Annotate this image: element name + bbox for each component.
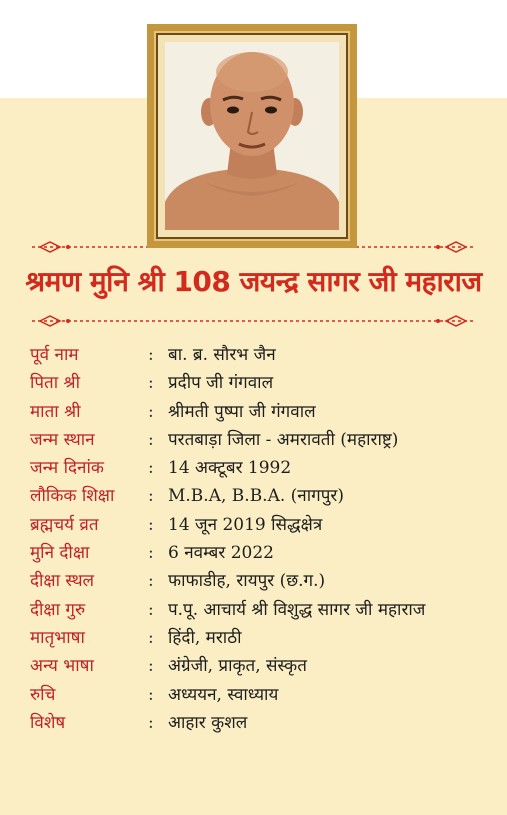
detail-label: लौकिक शिक्षा bbox=[30, 486, 115, 507]
detail-label: जन्म दिनांक bbox=[30, 458, 104, 479]
detail-value: 14 जून 2019 सिद्धक्षेत्र bbox=[168, 514, 323, 535]
detail-separator: : bbox=[148, 571, 154, 592]
detail-value: बा. ब्र. सौरभ जैन bbox=[168, 345, 276, 365]
detail-row-mother bbox=[30, 398, 500, 426]
detail-row-former-name bbox=[30, 341, 500, 369]
detail-separator: : bbox=[148, 656, 154, 677]
detail-separator: : bbox=[148, 543, 154, 564]
detail-label: विशेष bbox=[30, 712, 66, 733]
detail-label: पूर्व नाम bbox=[30, 345, 79, 365]
detail-row-other-languages bbox=[30, 652, 500, 680]
detail-value: आहार कुशल bbox=[168, 712, 248, 733]
detail-value: अध्ययन, स्वाध्याय bbox=[168, 684, 279, 705]
detail-value: M.B.A, B.B.A. (नागपुर) bbox=[168, 486, 344, 507]
detail-label: पिता श्री bbox=[30, 373, 80, 394]
detail-row-special bbox=[30, 709, 500, 737]
detail-label: मुनि दीक्षा bbox=[30, 543, 90, 564]
detail-separator: : bbox=[148, 712, 154, 733]
detail-row-diksha-place bbox=[30, 567, 500, 595]
detail-separator: : bbox=[148, 514, 154, 535]
detail-separator: : bbox=[148, 401, 154, 422]
detail-row-muni-diksha bbox=[30, 539, 500, 567]
detail-value: प.पू. आचार्य श्री विशुद्ध सागर जी महाराज bbox=[168, 599, 426, 620]
detail-row-father bbox=[30, 369, 500, 397]
detail-separator: : bbox=[148, 429, 154, 450]
detail-separator: : bbox=[148, 345, 154, 365]
detail-value: 14 अक्टूबर 1992 bbox=[168, 458, 292, 479]
detail-value: हिंदी, मराठी bbox=[168, 627, 242, 648]
detail-label: ब्रह्मचर्य व्रत bbox=[30, 514, 99, 535]
portrait-illustration bbox=[165, 42, 339, 230]
ornamental-divider-bottom bbox=[28, 314, 478, 328]
detail-value: 6 नवम्बर 2022 bbox=[168, 543, 274, 564]
details-list bbox=[30, 341, 500, 737]
detail-separator: : bbox=[148, 486, 154, 507]
detail-label: दीक्षा स्थल bbox=[30, 571, 95, 592]
page-title: श्रमण मुनि श्री 108 जयन्द्र सागर जी महाराज bbox=[25, 265, 482, 298]
detail-separator: : bbox=[148, 373, 154, 394]
detail-row-diksha-guru bbox=[30, 596, 500, 624]
detail-separator: : bbox=[148, 684, 154, 705]
detail-label: माता श्री bbox=[30, 401, 81, 422]
detail-separator: : bbox=[148, 627, 154, 648]
detail-row-brahmacharya bbox=[30, 511, 500, 539]
detail-value: परतबाड़ा जिला - अमरावती (महाराष्ट्र) bbox=[168, 429, 399, 450]
detail-row-birthplace bbox=[30, 426, 500, 454]
detail-label: मातृभाषा bbox=[30, 627, 85, 648]
detail-value: फाफाडीह, रायपुर (छ.ग.) bbox=[168, 571, 326, 592]
detail-label: दीक्षा गुरु bbox=[30, 599, 86, 620]
portrait-photo bbox=[165, 42, 339, 230]
detail-separator: : bbox=[148, 458, 154, 479]
detail-row-birthdate bbox=[30, 454, 500, 482]
detail-value: श्रीमती पुष्पा जी गंगवाल bbox=[168, 401, 316, 422]
detail-label: रुचि bbox=[30, 684, 56, 705]
detail-value: अंग्रेजी, प्राकृत, संस्कृत bbox=[168, 656, 307, 677]
detail-value: प्रदीप जी गंगवाल bbox=[168, 373, 274, 394]
portrait-frame bbox=[147, 24, 357, 248]
detail-row-education bbox=[30, 482, 500, 510]
detail-row-interest bbox=[30, 681, 500, 709]
detail-label: अन्य भाषा bbox=[30, 656, 94, 677]
detail-label: जन्म स्थान bbox=[30, 429, 95, 450]
detail-separator: : bbox=[148, 599, 154, 620]
detail-row-mother-tongue bbox=[30, 624, 500, 652]
